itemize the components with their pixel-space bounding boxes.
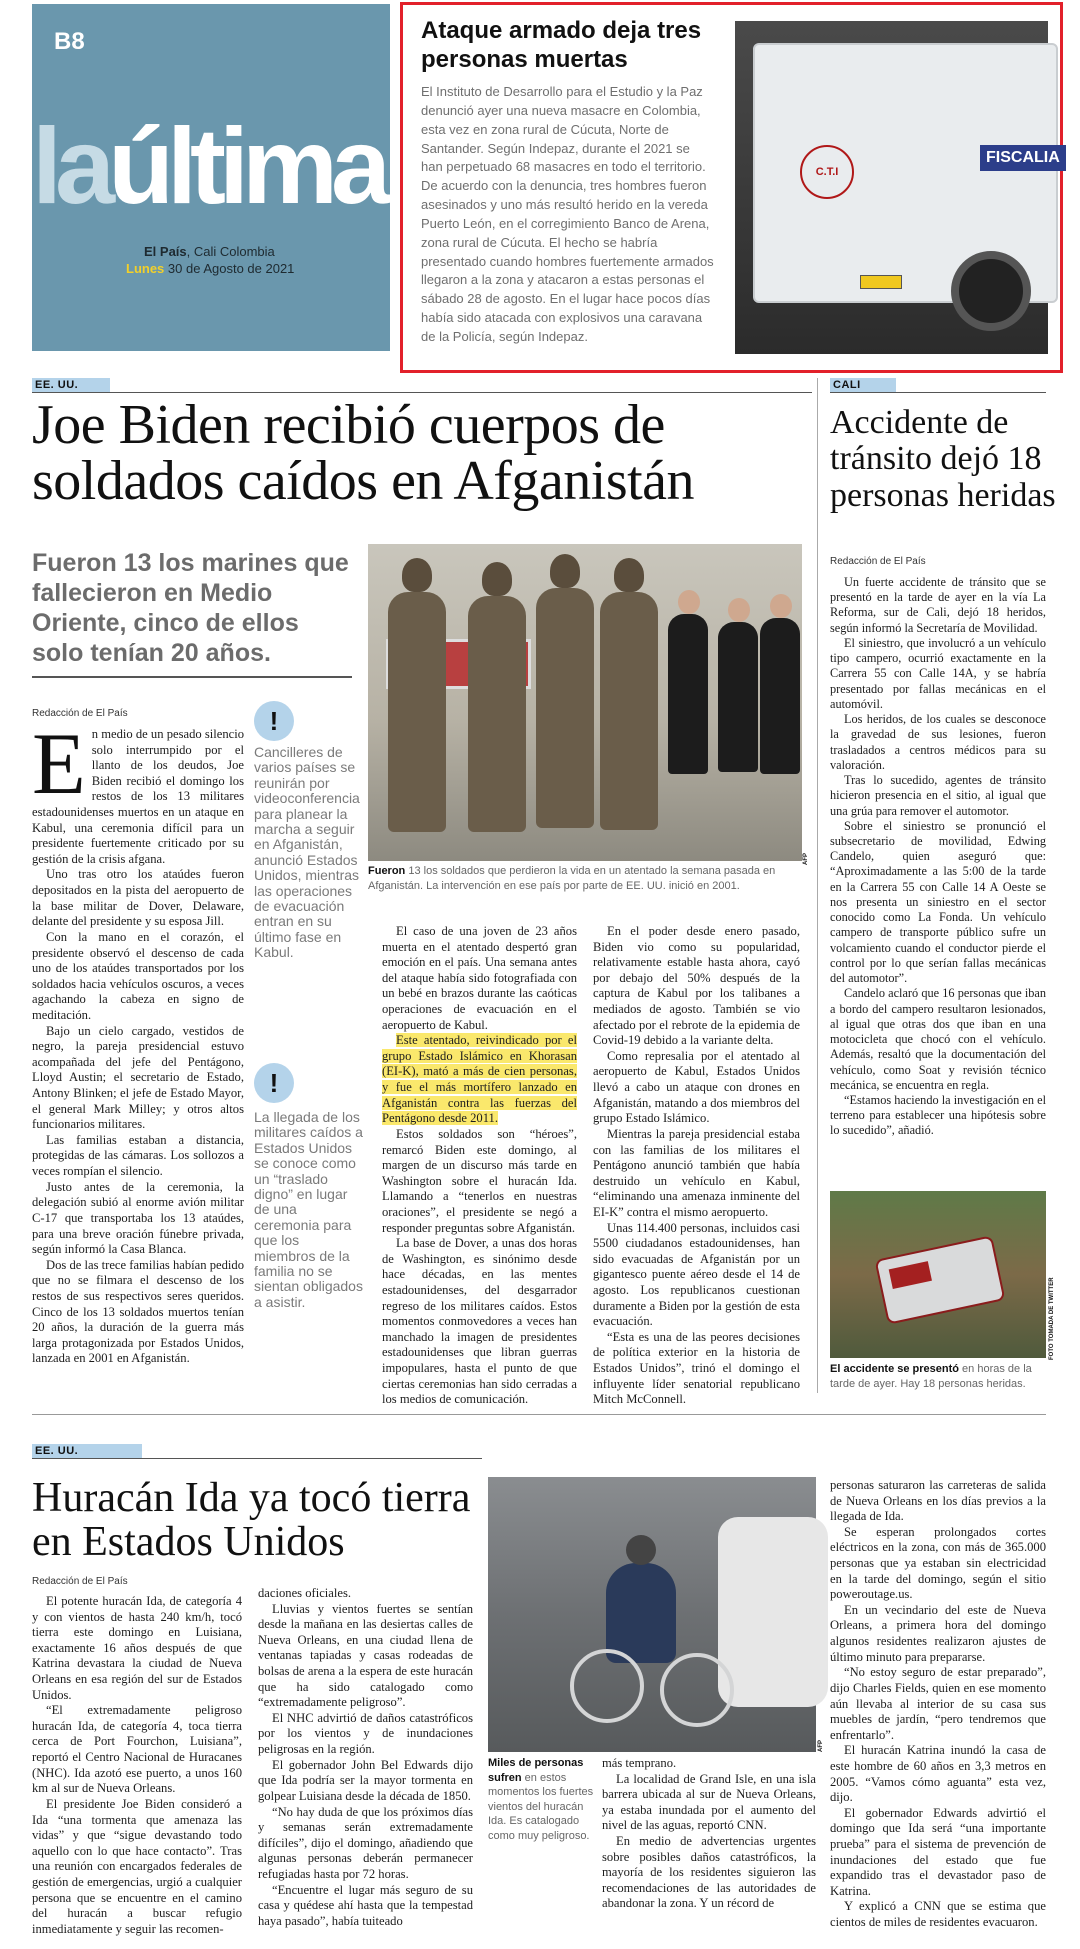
cti-logo: C.T.I [800, 145, 854, 199]
cali-p1: Un fuerte accidente de tránsito que se presentó en la tarde de ayer en la vía La Reforma, sur de Cali, dejó 18 heridos, según informó la Secretaría de Movilidad. [830, 575, 1046, 635]
soldier-graphic [388, 592, 446, 832]
biden-col4-p5: “Esta es una de las peores decisiones de política exterior en la historia de Estados Unidos”, trinó el domingo el influyente líder senatorial republicano Mitch McConnell. [593, 1329, 800, 1407]
cali-p7: “Estamos haciendo la investigación en el terreno para establecer una hipótesis sobre lo sucedido”, añadió. [830, 1092, 1046, 1138]
byline-ida: Redacción de El País [32, 1576, 128, 1587]
column-divider [817, 378, 818, 1393]
ida-col2-p2: Lluvias y vientos fuertes se sentían desde la mañana en las desiertas calles de Nueva Orleans, en una ciudad llena de ventanas tapiadas y casas rodeadas de bolsas de arena a la espera de este huracán que ha sido catalogado como “extremadamente peligroso”. [258, 1601, 473, 1710]
dropcap: E [32, 716, 86, 813]
deck-biden: Fueron 13 los marines que fallecieron en Medio Oriente, cinco de ellos solo tenían 20 años. [32, 549, 349, 667]
biden-col1-p3: Con la mano en el corazón, el presidente observó el descenso de cada uno de los ataúdes transportados por los soldados hacia vehículos oscuros, a veces agachando la cabeza en signo de meditación. [32, 929, 244, 1022]
ida-col4-p3: En un vecindario del este de Nueva Orleans, a primera hora del domingo algunos residentes realizaron ajustes de último minuto para prepararse. [830, 1602, 1046, 1664]
divider [32, 676, 352, 678]
ida-col4-p7: Y explicó a CNN que se estima que cientos de miles de residentes evacuaron. [830, 1899, 1046, 1930]
sidebar-quote-2: La llegada de los militares caídos a Estados Unidos se conoce como un “traslado digno” en lugar de una ceremonia para que los miembros de la familia no se sientan obligados a asistir. [254, 1109, 363, 1310]
divider [32, 1458, 482, 1459]
biden-photo [368, 544, 802, 861]
biden-col4-p1: En el poder desde enero pasado, Biden vio como su popularidad, relativamente estable hasta ahora, cayó por debajo del 50% después de la captura de Kabul por los talibanes a mediados de agosto. También se vio afectado por el rebrote de la epidemia de Covid-19 debido a la variante delta. [593, 924, 800, 1048]
biden-column-3 [382, 924, 577, 1408]
ida-column-1 [32, 1594, 242, 1937]
license-plate [860, 275, 902, 289]
section-tag-cali: CALI [830, 378, 896, 392]
ida-col3-p1: más temprano. [602, 1756, 677, 1770]
biden-col4-p4: Unas 114.400 personas, incluidos casi 5500 ciudadanos estadounidenses, han sido evacuadas de Afganistán por un gigantesco puente aéreo desde el 14 de agosto. Los republicanos cuestionan duramente a Biden por la gestión de esta evacuación. [593, 1220, 800, 1329]
soldier-graphic [468, 596, 526, 832]
edition-city: El País, Cali Colombia [144, 244, 275, 259]
divider [32, 392, 812, 393]
masthead [32, 4, 390, 351]
page-number: B8 [54, 28, 85, 55]
brief-photo [735, 21, 1060, 354]
headline-biden: Joe Biden recibió cuerpos de soldados caídos en Afganistán [32, 394, 695, 512]
cali-p4: Tras lo sucedido, agentes de tránsito hicieron presencia en el sitio, al igual que una grúa para remover el automotor. [830, 773, 1046, 818]
photo-credit: FOTO TOMADA DE TWITTER [1049, 1277, 1055, 1360]
ida-photo [488, 1477, 816, 1752]
section-tag-eeuu: EE. UU. [32, 378, 110, 392]
exclamation-icon: ! [254, 1063, 294, 1103]
cali-column [830, 575, 1046, 1139]
bike-wheel-graphic [570, 1649, 644, 1723]
biden-photo-caption: Fueron 13 los soldados que perdieron la vida en un atentado la semana pasada en Afganistán. La intervención en ese país por parte de EE. UU. inició en 2001. [368, 865, 776, 892]
ida-col4-p5: El huracán Katrina inundó la casa de este hombre de 60 años en 3,3 metros en 2005. “Vamos cómo aguanta” esta vez, dijo. [830, 1743, 1046, 1805]
biden-col3-p3: Estos soldados son “héroes”, remarcó Biden este domingo, al margen de un discurso más tarde en Washington sobre el huracán Ida. Llamando a “tenerlos en nuestras oraciones”, el presidente se negó a responder preguntas sobre Afganistán. [382, 1126, 577, 1235]
brief-title: Ataque armado deja tres personas muertas [421, 17, 702, 73]
edition-date: Lunes 30 de Agosto de 2021 [126, 261, 295, 276]
ida-col2-p4: El gobernador John Bel Edwards dijo que Ida podría ser la mayor tormenta en golpear Luisiana desde la década de 1850. [258, 1757, 473, 1803]
ida-column-4 [830, 1478, 1046, 1931]
ida-col4-p2: Se esperan prolongados cortes eléctricos en la zona, con más de 365.000 personas que ya estaban sin electricidad en la tarde del domingo, según el sitio poweroutage.us. [830, 1524, 1046, 1602]
logo: laúltima [32, 105, 385, 226]
brief-body: El Instituto de Desarrollo para el Estudio y la Paz denunció ayer una nueva masacre en Colombia, esta vez en zona rural de Cúcuta, Norte de Santander. Según Indepaz, durante el 2021 se han perpetuado 68 masacres en todo el territorio. De acuerdo con la denuncia, tres hombres fueron asesinados y uno más resultó herido en la vereda Puerto León, en el corregimiento Banco de Arena, zona rural de Cúcuta. El hecho se habría presentado cuando hombres fuertemente armados llegaron a la zona y atacaron a estas personas el sábado 28 de agosto. En el lugar hace pocos días había sido atacada con explosivos una caravana de la Policía, según Indepaz. [421, 84, 714, 344]
biden-column-1 [32, 716, 244, 1367]
biden-col4-p3: Mientras la pareja presidencial estaba con las familias de los militares el Pentágono anunció también que había destruido un vehículo en Kabul, “eliminando una amenaza inminente del EI-K” contra el mismo aeropuerto. [593, 1126, 800, 1219]
person-graphic [760, 618, 800, 774]
ida-col1-p2: “El extremadamente peligroso huracán Ida, de categoría 4, toca tierra cerca de Port Fourchon, Luisiana”, reportó el Centro Nacional de Huracanes (NHC). Ida azotó ese puerto, a unos 160 km al sur de Nueva Orleans. [32, 1703, 242, 1796]
byline-biden: Redacción de El País [32, 708, 128, 719]
soldier-graphic [600, 592, 658, 830]
person-graphic [668, 614, 708, 774]
ida-col3-p2: La localidad de Grand Isle, en una isla barrera ubicada al sur de Nueva Orleans, ya estaba inundada por el aumento del nivel de las aguas, reportó CNN. [602, 1771, 816, 1833]
biden-col3-highlight: Este atentado, reivindicado por el grupo Estado Islámico en Khorasan (EI-K), mató a más de cien personas, y fue el más mortífero lanzado en Afganistán contra las fuerzas del Pentágono desde 2011. [382, 1033, 577, 1126]
overturned-car-graphic [874, 1235, 1005, 1325]
divider [830, 392, 1046, 393]
fiscalia-sign: FISCALIA [980, 145, 1066, 171]
biden-col1-p1: En medio de un pesado silencio solo interrumpido por el llanto de los deudos, Joe Biden recibió el domingo los restos de los 13 militares estadounidenses muertos en un ataque en Kabul, una ceremonia difícil para un presidente fuertemente criticado por su gestión de la crisis afgana. [32, 716, 244, 866]
ida-col1-p1: El potente huracán Ida, de categoría 4 y con vientos de hasta 240 km/h, tocó tierra este domingo en Luisiana, exactamente 16 años después de que Katrina devastara la ciudad de Nueva Orleans en esa región del sur de Estados Unidos. [32, 1594, 242, 1702]
ida-col2-p3: El NHC advirtió de daños catastróficos por los vientos y de inundaciones peligrosas en la región. [258, 1710, 473, 1757]
cali-p5: Sobre el siniestro se pronunció el subsecretario de movilidad, Edwing Candelo, quien aseguró que: “Aproximadamente a las 5:00 de la tarde en la Carrera 55 con Calle 14 A Oeste se nos presenta un siniestro en el sector conocido como La Fonda. Un vehículo campero de transporte público sufre un volcamiento cuando el conductor pierde el control por lo que serían fallas mecánicas del automotor”. [830, 818, 1046, 986]
cali-p3: Los heridos, de los cuales se desconoce la gravedad de sus lesiones, fueron trasladados a centros médicos para su valoración. [830, 712, 1046, 772]
ida-column-3 [602, 1756, 816, 1912]
biden-col1-p4: Bajo un cielo cargado, vestidos de negro, la pareja presidencial estuvo acompañada del jefe del Pentágono, Lloyd Austin; el secretario de Estado, Antony Blinken; el jefe de Estado Mayor, el general Mark Milley; y otros altos funcionarios militares. [32, 1023, 244, 1132]
section-tag-eeuu: EE. UU. [32, 1444, 142, 1458]
ida-col1-p3: El presidente Joe Biden consideró a Ida “una tormenta que amenaza las vidas” y que “sigue devastando todo aquello con lo que hace contacto”. Tras una reunión con encargados federales de gestión de emergencias, urgió a cualquier persona que se encuentre en el camino del huracán a buscar refugio inmediatamente y seguir las recomen- [32, 1796, 242, 1936]
cali-p2: El siniestro, que involucró a un vehículo tipo campero, ocurrió exactamente en la Carrera 55 con Calle 14A, y se habría presentado por fallas mecánicas en el automóvil. [830, 635, 1046, 711]
person-graphic [718, 622, 758, 772]
photo-credit: AFP [803, 853, 809, 865]
brief-box [400, 2, 1063, 373]
section-divider [32, 1414, 1046, 1415]
ida-col4-p4: “No estoy seguro de estar preparado”, dijo Charles Fields, quien en ese momento aún llevaba al interior de su casa sus muebles de jardín, “pero tendremos que enfrentarlo”. [830, 1665, 1046, 1742]
ida-col3-p3: En medio de advertencias urgentes sobre posibles daños catastróficos, la mayoría de los residentes siguieron las recomendaciones de las autoridades de abandonar la zona. Y un récord de [602, 1834, 816, 1911]
byline-cali: Redacción de El País [830, 556, 926, 567]
biden-col1-p6: Justo antes de la ceremonia, la delegación subió al enorme avión militar C-17 que transportaba los 13 ataúdes, para una breve oración fúnebre privada, según informó la Casa Blanca. [32, 1179, 244, 1257]
cali-p6: Candelo aclaró que 16 personas que iban a bordo del campero resultaron lesionados, al igual que otras dos que iban en una motocicleta que chocó con el vehículo. Además, resaltó que la documentación del vehículo, como Soat y revisión técnico mecánica, se encuentra en regla. [830, 986, 1046, 1092]
exclamation-icon: ! [254, 701, 294, 741]
ida-col2-p6: “Encuentre el lugar más seguro de su casa y quédese ahí hasta que la tempestad haya pasado”, había tuiteado [258, 1882, 473, 1928]
wheel-graphic [951, 251, 1031, 331]
biden-col1-p5: Las familias estaban a distancia, protegidas de las cámaras. Los sollozos a veces rompían el silencio. [32, 1132, 244, 1179]
cali-photo [830, 1191, 1046, 1358]
van-graphic [718, 1517, 828, 1707]
biden-col4-p2: Como represalia por el atentado al aeropuerto de Kabul, Estados Unidos llevó a cabo un ataque con drones en Afganistán, matando a dos miembros del grupo Estado Islámico. [593, 1048, 800, 1126]
biden-col1-p2: Uno tras otro los ataúdes fueron depositados en la pista del aeropuerto de la base militar de Dover, Delaware, delante del presidente y su esposa Jill. [32, 867, 244, 929]
ida-col2-p5: “No hay duda de que los próximos días y semanas serán extremadamente difíciles”, dijo el domingo, añadiendo que algunas personas deberán permanecer refugiadas hasta por 72 horas. [258, 1804, 473, 1881]
biden-col3-p1: El caso de una joven de 23 años muerta en el atentado despertó gran emoción en el país. Una semana antes del ataque había sido fotografiada con un bebé en brazos durante las caóticas operaciones de evacuación en el aeropuerto de Kabul. [382, 924, 577, 1032]
headline-ida: Huracán Ida ya tocó tierra en Estados Unidos [32, 1475, 471, 1566]
bike-wheel-graphic [660, 1653, 734, 1727]
biden-column-4 [593, 924, 800, 1408]
ida-col4-p6: El gobernador Edwards advirtió el domingo que Ida será “una importante prueba” para el sistema de prevención de inundaciones del estado que fue expandido tras el devastador paso de Katrina. [830, 1805, 1046, 1898]
ida-col2-p1: daciones oficiales. [258, 1586, 352, 1600]
ida-column-2 [258, 1586, 473, 1929]
photo-credit: AFP [818, 1740, 824, 1752]
ida-col4-p1: personas saturaron las carreteras de salida de Nueva Orleans en los días previos a la llegada de Ida. [830, 1478, 1046, 1524]
sidebar-quote-1: Cancilleres de varios países se reunirán por videoconferencia para planear la marcha a seguir en Afganistán, anunció Estados Unidos, mientras las operaciones de evacuación entran en su último fase en Kabul. [254, 744, 360, 961]
biden-col1-p7: Dos de las trece familias habían pedido que no se filmara el descenso de los restos de sus respectivos seres queridos. Cinco de los 13 soldados muertos tenían 20 años, la duración de la guerra más larga protagonizada por Estados Unidos, lanzada en 2001 en Afganistán. [32, 1257, 244, 1366]
cyclist-graphic [606, 1563, 676, 1663]
ida-photo-caption: Miles de personas sufren en estos momentos los fuertes vientos del huracán Ida. Es catalogado como muy peligroso. [488, 1757, 594, 1842]
soldier-graphic [536, 588, 594, 828]
cali-photo-caption: El accidente se presentó en horas de la tarde de ayer. Hay 18 personas heridas. [830, 1363, 1032, 1390]
biden-col3-p4: La base de Dover, a unas dos horas de Washington, es sinónimo desde hace décadas, en las mentes estadounidenses, del desgarrador regreso de los militares caídos. Estos momentos conmovedores a veces han manchado la imagen de presidentes estadounidenses que libran guerras impopulares, hasta el punto de que ciertas ceremonias han sido cerradas a los medios de comunicación. [382, 1236, 577, 1407]
headline-cali: Accidente de tránsito dejó 18 personas heridas [830, 404, 1056, 514]
